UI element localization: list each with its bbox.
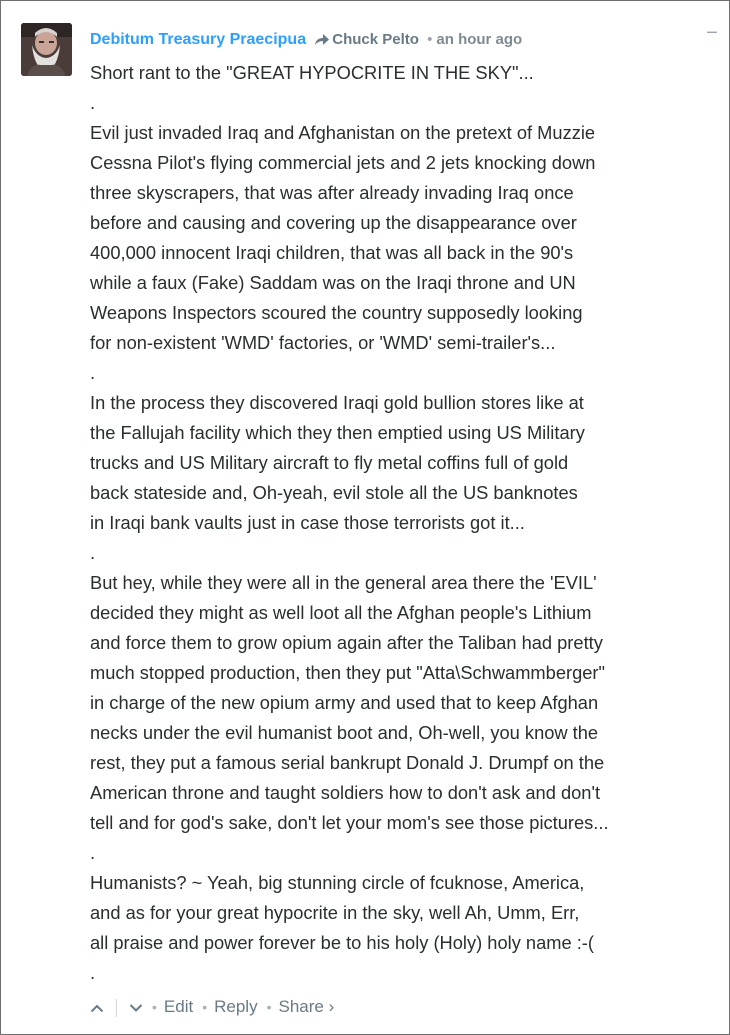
comment-paragraph: . [90,842,96,863]
chevron-down-icon [129,1003,143,1013]
comment-footer [90,994,334,1020]
parent-author-link[interactable]: Chuck Pelto [332,31,419,48]
vote-divider [116,999,117,1017]
author-name[interactable]: Debitum Treasury Praecipua [90,31,307,48]
comment-paragraph: Humanists? ~ Yeah, big stunning circle of fcuknose, America, and as for your great hypocrite in the sky, well Ah, Umm, Err, all praise and power forever be to his holy (Holy) holy name :-( [90,872,594,953]
footer-separator: • [152,999,157,1015]
share-link[interactable]: Share › [278,997,335,1016]
upvote-button[interactable] [90,995,104,1021]
downvote-button[interactable] [129,995,143,1021]
comment-paragraph: . [90,92,96,113]
collapse-button[interactable]: − [706,22,718,44]
comment-header [90,29,522,51]
chevron-up-icon [90,1003,104,1013]
avatar[interactable] [21,23,72,76]
comment-paragraph: But hey, while they were all in the general area there the 'EVIL' decided they might as well loot all the Afghan people's Lithium and force them to grow opium again after the Taliban had pretty much stopped production, then they put "Atta\Schwammberger" in charge of the new opium army and used that to keep Afghan necks under the evil humanist boot and, Oh-well, you know the rest, they put a famous serial bankrupt Donald J. Drumpf on the American throne and taught soldiers how to don't ask and don't tell and for god's sake, don't let your mom's see those pictures... [90,572,609,833]
avatar-portrait-icon [21,23,72,76]
footer-separator: • [266,999,272,1015]
reply-arrow-icon [314,31,330,53]
comment-paragraph: . [90,962,96,983]
footer-separator: • [202,999,208,1015]
reply-link[interactable]: Reply [214,997,258,1016]
edit-link[interactable]: Edit [163,997,194,1016]
header-separator: • [427,31,433,48]
comment-body [90,58,715,988]
comment-paragraph: Evil just invaded Iraq and Afghanistan on the pretext of Muzzie Cessna Pilot's flying commercial jets and 2 jets knocking down three skyscrapers, that was after already invading Iraq once before and causing and covering up the disappearance over 400,000 innocent Iraqi children, that was all back in the 90's while a faux (Fake) Saddam was on the Iraqi throne and UN Weapons Inspectors scoured the country supposedly looking for non-existent 'WMD' factories, or 'WMD' semi-trailer's... [90,122,596,353]
comment-paragraph: In the process they discovered Iraqi gold bullion stores like at the Fallujah facility which they then emptied using US Military trucks and US Military aircraft to fly metal coffins full of gold back stateside and, Oh-yeah, evil stole all the US banknotes in Iraqi bank vaults just in case those terrorists got it... [90,392,585,533]
timestamp[interactable]: an hour ago [436,31,523,48]
comment-paragraph: . [90,362,96,383]
comment-paragraph: . [90,542,96,563]
comment-paragraph: Short rant to the "GREAT HYPOCRITE IN THE SKY"... [90,62,534,83]
